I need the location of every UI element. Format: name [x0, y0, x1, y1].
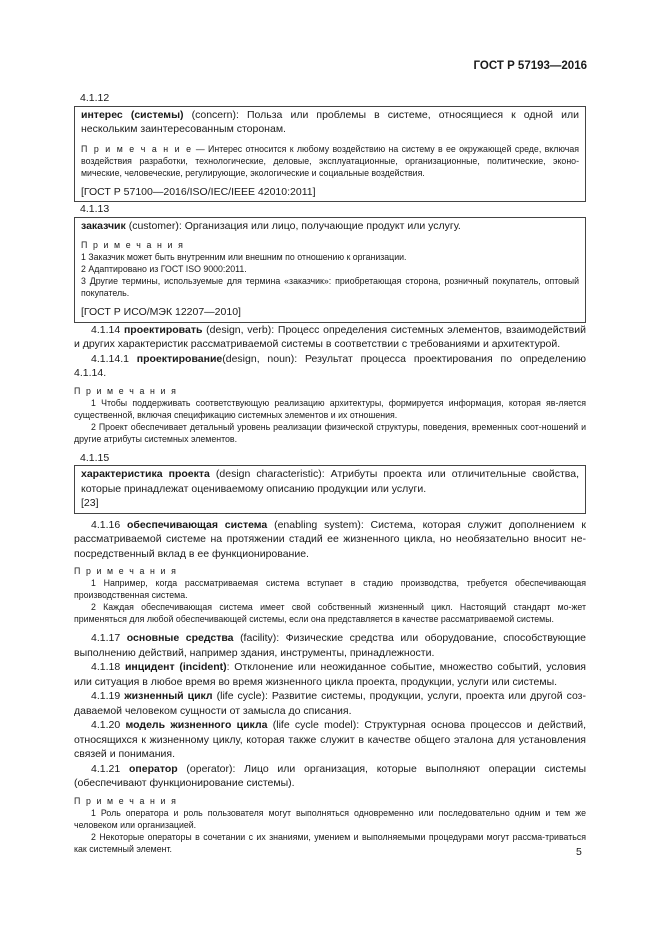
notes-heading: П р и м е ч а н и я [81, 240, 185, 250]
term-definition: (life cycle model): Структурная основа процессов и действий, относящихся к жизненному циклу, которая также служит в качестве общего эталона для установления связей и понимания. [74, 719, 587, 760]
term-name: характеристика проекта [81, 468, 210, 480]
note-item: 1 Роль оператора и роль пользователя могут выполняться одновременно или последовательно одним и тем же человеком или организацией. [74, 807, 586, 830]
term-definition: (design, noun): Результат процесса проектирования по определению 4.1.14. [74, 352, 586, 379]
note-item: 1 Например, когда рассматриваемая система вступает в стадию производства, требуется обеспечивающая производственная система. [74, 578, 586, 600]
term-box-4-1-12 [74, 106, 586, 203]
term-name: жизненный цикл [124, 690, 213, 702]
document-body [74, 91, 586, 855]
term-definition: (customer): Организация или лицо, получающие продукт или услугу. [125, 219, 461, 232]
term-name: инцидент (incident) [124, 661, 227, 673]
term-4-1-20: 4.1.20 модель жизненного цикла (life cycle model): Структурная основа процессов и действий, относящихся к жизненному циклу, которая также служит в качестве общего эталона для установления связей и понимания. [74, 719, 587, 760]
term-4-1-16: 4.1.16 обеспечивающая система (enabling system): Система, которая служит дополнением к рассматриваемой системе на протяжении стадий ее жизненного цикла, но необязательно вносит не-посредственный вклад в ее функционирование. [74, 518, 586, 560]
note-item: 2 Проект обеспечивает детальный уровень реализации физической структуры, поведения, временных соот-ношений и другие атрибуты системных элементов. [74, 421, 586, 444]
note-text: — Интерес относится к любому воздействию на систему в ее окружающей среде, включая воздействия разработки, технологические, деловые, эксплуатационные, организационные, политические, эконо-мические, человеческие, регулирующие, экологические и социальные воздействия. [81, 143, 579, 178]
term-definition: (enabling system): Система, которая служит дополнением к рассматриваемой системе на протяжении стадий ее жизненного цикла, но необязательно вносит не-посредственный вклад в ее функционирование. [74, 518, 586, 560]
term-name: оператор [128, 762, 178, 775]
notes-heading: П р и м е ч а н и я [74, 566, 178, 576]
term-reference: [23] [81, 497, 99, 509]
term-box-4-1-15 [74, 465, 586, 514]
term-reference: [ГОСТ Р ИСО/МЭК 12207—2010] [81, 306, 241, 318]
note-item: 2 Каждая обеспечивающая система имеет свой собственный жизненный цикл. Настоящий стандарт мо-жет применяться для любой обеспечивающей системы, если она представляется в качестве рассматриваемой системы. [74, 602, 586, 624]
note-item: 2 Некоторые операторы в сочетании с их знаниями, умением и выполняемыми процедурами могут рассма-триваться как системный элемент. [74, 831, 586, 854]
term-box-4-1-13 [74, 217, 586, 323]
document-header: ГОСТ Р 57193—2016 [473, 60, 587, 72]
term-4-1-21: 4.1.21 оператор (operator): Лицо или организация, которые выполняют операции системы (обеспечивают функционирование системы). [74, 762, 586, 789]
term-name: заказчик [81, 219, 126, 232]
notes-heading: П р и м е ч а н и я [74, 385, 178, 396]
term-definition: (design, verb): Процесс определения системных элементов, взаимодействий и других характеристик рассматриваемой системы в соответствии с требованиями и архитектурой. [74, 323, 586, 350]
term-definition: (facility): Физические средства или оборудование, способствующие выполнению действий, например здания, инструменты, принадлежности. [74, 632, 587, 659]
term-definition: (design characteristic): Атрибуты проекта или отличительные свойства, которые принадлежат оцениваемому описанию продукции или услуги. [81, 468, 579, 495]
term-definition: (concern): Польза или проблемы в системе, относящиеся к одной или нескольким заинтересованным сторонам. [81, 108, 579, 135]
note-item: 1 Заказчик может быть внутренним или внешним по отношению к организации. [81, 252, 407, 262]
term-name: проектировать [123, 323, 203, 336]
term-name: обеспечивающая система [127, 518, 268, 531]
term-4-1-18: 4.1.18 инцидент (incident): Отклонение или неожиданное событие, множество событий, условия или ситуация в любое время во время жизненного цикла проекта, продукции, услуги или системы. [74, 661, 586, 688]
term-4-1-17: 4.1.17 основные средства (facility): Физические средства или оборудование, способствующие выполнению действий, например здания, инструменты, принадлежности. [74, 632, 587, 659]
term-number: 4.1.12 [80, 92, 110, 104]
term-number: 4.1.13 [80, 203, 110, 215]
term-4-1-14: 4.1.14 проектировать (design, verb): Процесс определения системных элементов, взаимодействий и других характеристик рассматриваемой системы в соответствии с требованиями и архитектурой. [74, 323, 586, 350]
term-number: 4.1.15 [80, 451, 110, 464]
note-item: 2 Адаптировано из ГОСТ ISO 9000:2011. [81, 264, 247, 274]
notes-heading: П р и м е ч а н и я [74, 795, 178, 806]
term-name: интерес (системы) [81, 108, 184, 121]
term-reference: [ГОСТ Р 57100—2016/ISO/IEC/IEEE 42010:2011] [81, 185, 316, 198]
term-4-1-14-1: 4.1.14.1 проектирование(design, noun): Результат процесса проектирования по определению 4.1.14. [74, 352, 586, 379]
term-4-1-19: 4.1.19 жизненный цикл (life cycle): Развитие системы, продукции, услуги, проекта или другой соз-даваемой человеком сущности от замысла до списания. [74, 690, 586, 717]
term-name: модель жизненного цикла [125, 719, 268, 731]
term-definition: (life cycle): Развитие системы, продукции, услуги, проекта или другой соз-даваемой человеком сущности от замысла до списания. [74, 690, 586, 717]
note-heading: П р и м е ч а н и е [81, 143, 193, 154]
term-definition: (operator): Лицо или организация, которые выполняют операции системы (обеспечивают функционирование системы). [74, 762, 586, 789]
term-name: проектирование [136, 352, 223, 365]
page-number: 5 [576, 846, 582, 858]
term-name: основные средства [126, 632, 234, 644]
note-item: 1 Чтобы поддерживать соответствующую реализацию архитектуры, формируется информация, которая яв-ляется существенной, включая спецификацию системных элементов и их отношения. [74, 397, 586, 420]
term-definition: : Отклонение или неожиданное событие, множество событий, условия или ситуация в любое время во время жизненного цикла проекта, продукции, услуги или системы. [74, 661, 586, 688]
note-item: 3 Другие термины, используемые для термина «заказчик»: приобретающая сторона, розничный покупатель, оптовый покупатель. [81, 276, 579, 298]
